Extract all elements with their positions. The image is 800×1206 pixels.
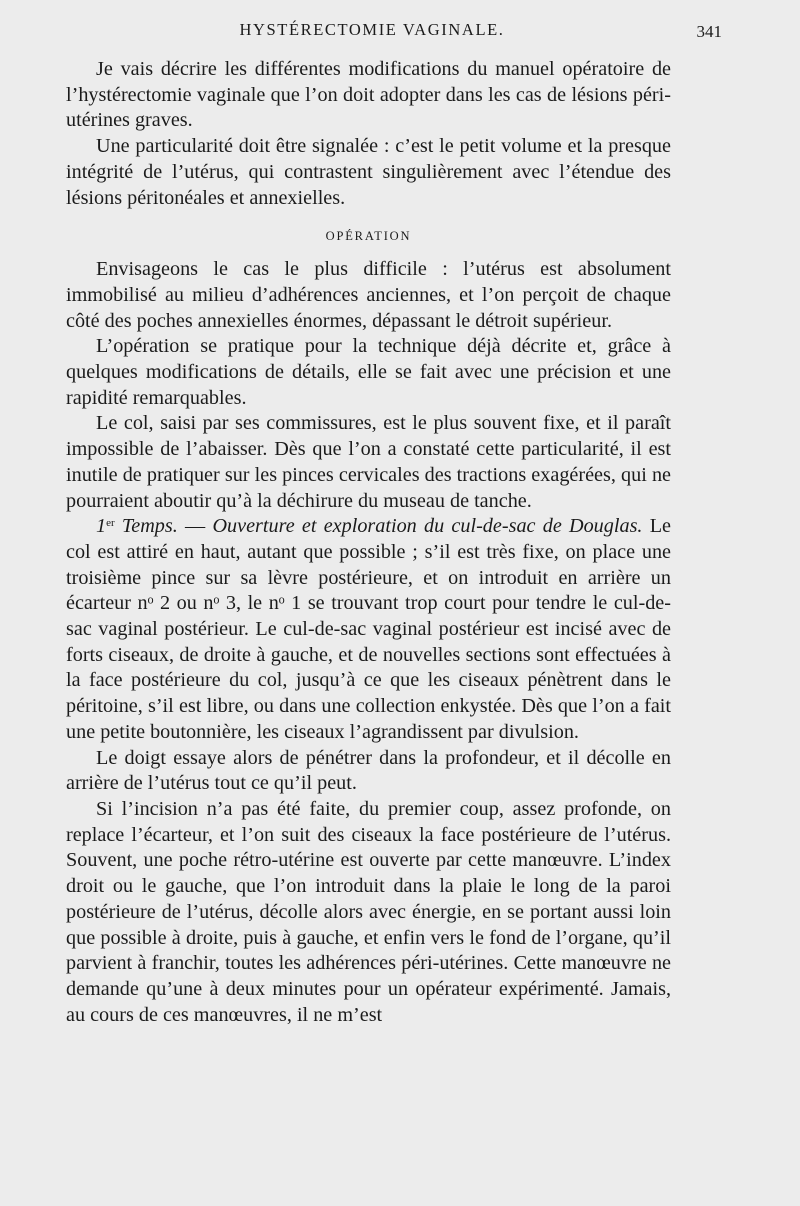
paragraph-intro-2: Une particularité doit être signalée : c’est le petit volume et la presque intégrité de l’utérus, qui contrastent singulièrement avec l’étendue des lésions péritonéales et annexielles. xyxy=(66,135,671,209)
paragraph-operation-2: L’opération se pratique pour la technique déjà décrite et, grâce à quelques modifications de détails, elle se fait avec une précision et une rapidité remarquables. xyxy=(66,335,671,409)
running-head-title: HYSTÉRECTOMIE VAGINALE. xyxy=(239,20,505,39)
step-label: Temps. xyxy=(121,515,178,538)
running-head xyxy=(66,20,722,46)
step-text: Le col est attiré en haut, autant que possible ; s’il est très fixe, on place une troisième pince sur sa lèvre postérieure, et on introduit en arrière un écarteur nᵒ 2 ou nᵒ 3, le nᵒ 1 se trouvant trop court pour tendre le cul-de-sac vaginal postérieur. Le cul-de-sac vaginal postérieur est incisé avec de forts ciseaux, de droite à gauche, et de nouvelles sections sont effectuées à la face postérieure du col, jusqu’à ce que les ciseaux pénètrent dans le péritoine, s’il est libre, ou dans une collection enkystée. Dès que l’on a fait une petite boutonnière, les ciseaux l’agrandissent par divulsion. xyxy=(66,515,672,743)
body-text xyxy=(66,57,671,1028)
step-dash: — xyxy=(177,515,213,538)
paragraph-operation-1: Envisageons le cas le plus difficile : l’utérus est absolument immobilisé au milieu d’adhérences anciennes, et l’on perçoit de chaque côté des poches annexielles énormes, dépassant le détroit supérieur. xyxy=(66,258,671,332)
step-number: 1 xyxy=(96,515,107,538)
paragraph-final-2: Si l’incision n’a pas été faite, du premier coup, assez profonde, on replace l’écarteur, et l’on suit des ciseaux la face postérieure de l’utérus. Souvent, une poche rétro-utérine est ouverte par cette manœuvre. L’index droit ou le gauche, que l’on introduit dans la plaie le long de la paroi postérieure de l’utérus, décolle alors avec énergie, en se portant aussi loin que possible à droite, puis à gauche, et enfin vers le fond de l’organe, qu’il parvient à franchir, toutes les adhérences péri-utérines. Cette manœuvre ne demande qu’une à deux minutes pour un opérateur expérimenté. Jamais, au cours de ces manœuvres, il ne m’est xyxy=(66,797,671,1026)
paragraph-step-1 xyxy=(66,514,671,745)
step-title: Ouverture et exploration du cul-de-sac de Douglas. xyxy=(212,515,643,538)
paragraph-operation-3: Le col, saisi par ses commissures, est le plus souvent fixe, et il paraît impossible de l’abaisser. Dès que l’on a constaté cette particularité, il est inutile de pratiquer sur les pinces cervicales des tractions exagérées, qui ne pourraient aboutir qu’à la déchirure du museau de tanche. xyxy=(66,412,671,512)
step-superscript: er xyxy=(106,517,115,530)
page-number: 341 xyxy=(696,22,722,41)
section-title-operation: OPÉRATION xyxy=(325,229,412,244)
paragraph-intro-1: Je vais décrire les différentes modifications du manuel opératoire de l’hystérectomie vaginale que l’on doit adopter dans les cas de lésions péri-utérines graves. xyxy=(66,58,671,132)
paragraph-final-1: Le doigt essaye alors de pénétrer dans la profondeur, et il décolle en arrière de l’utérus tout ce qu’il peut. xyxy=(66,746,671,795)
